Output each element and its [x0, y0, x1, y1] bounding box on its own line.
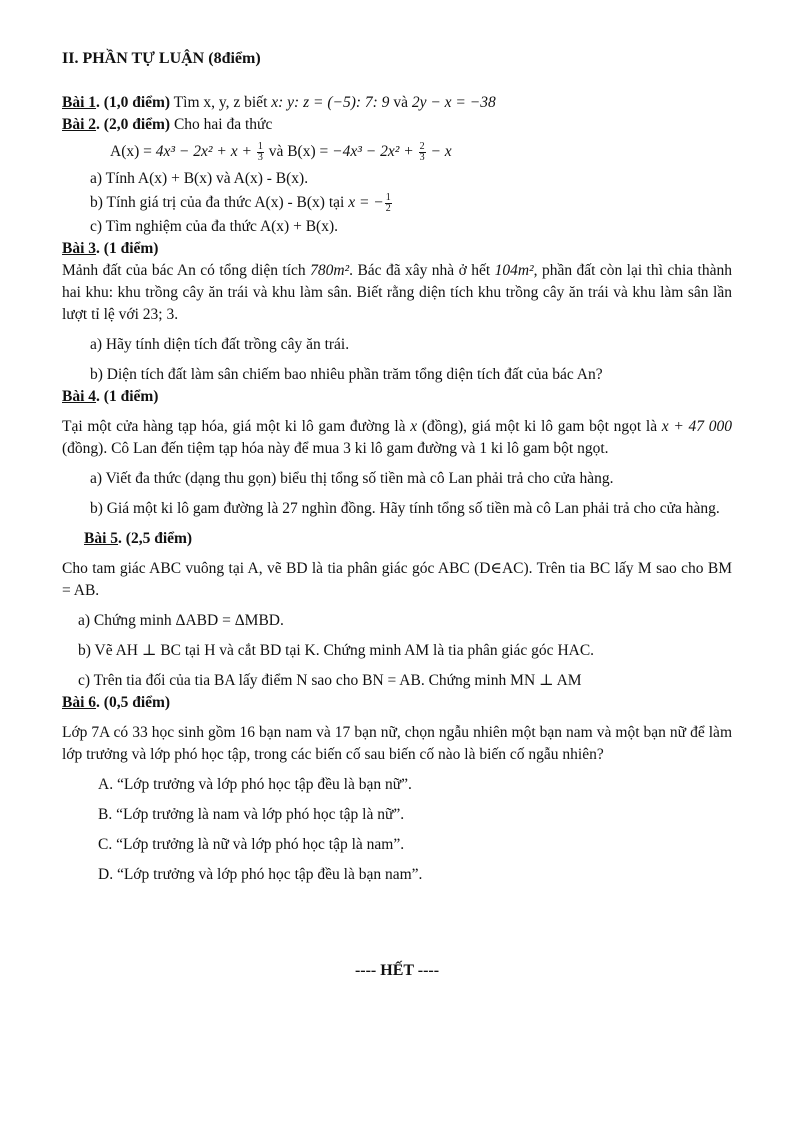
problem-2b [62, 190, 732, 216]
problem-4-statement: Tại một cửa hàng tạp hóa, giá một ki lô gam đường là x (đồng), giá một ki lô gam bột ngọt là x + 47 000 (đồng). Cô Lan đến tiệm tạp hóa này để mua 3 ki lô gam đường và 1 ki lô gam bột ngọt. [62, 418, 732, 457]
problem-4b: b) Giá một ki lô gam đường là 27 nghìn đồng. Hãy tính tổng số tiền mà cô Lan phải trả cho cửa hàng. [90, 500, 720, 517]
problem-1-points: . (1,0 điểm) [96, 94, 171, 111]
problem-1-text: Tìm x, y, z biết [170, 94, 272, 111]
problem-3-statement: Mảnh đất của bác An có tổng diện tích 780m². Bác đã xây nhà ở hết 104m², phần đất còn lại thì chia thành hai khu: khu trồng cây ăn trái và khu làm sân. Biết rằng diện tích khu trồng cây ăn trái và khu làm sân lần lượt tỉ lệ với 23; 3. [62, 262, 732, 323]
problem-2a: a) Tính A(x) + B(x) và A(x) - B(x). [90, 170, 309, 187]
choice-a: A. “Lớp trưởng và lớp phó học tập đều là bạn nữ”. [98, 776, 412, 793]
problem-3a: a) Hãy tính diện tích đất trồng cây ăn trái. [90, 336, 350, 353]
problem-5-label: Bài 5 [84, 530, 119, 547]
problem-6 [62, 692, 732, 714]
section-title: II. PHẦN TỰ LUẬN (8điểm) [62, 50, 261, 67]
choice-c: C. “Lớp trưởng là nữ và lớp phó học tập là nam”. [98, 836, 405, 853]
problem-5-points: . (2,5 điểm) [118, 530, 193, 547]
poly-b-lhs: B(x) = [287, 143, 333, 160]
problem-5b: b) Vẽ AH ⊥ BC tại H và cắt BD tại K. Chứng minh AM là tia phân giác góc HAC. [78, 642, 595, 659]
problem-2b-x: x = − [348, 194, 384, 211]
problem-5c: c) Trên tia đối của tia BA lấy điểm N sao cho BN = AB. Chứng minh MN ⊥ AM [78, 672, 582, 689]
problem-3b: b) Diện tích đất làm sân chiếm bao nhiêu phần trăm tổng diện tích đất của bác An? [90, 366, 603, 383]
problem-1 [62, 92, 732, 114]
problem-4a: a) Viết đa thức (dạng thu gọn) biểu thị tổng số tiền mà cô Lan phải trả cho cửa hàng. [90, 470, 614, 487]
problem-2-text: Cho hai đa thức [170, 116, 273, 133]
problem-1-expr2: 2y − x = −38 [411, 94, 496, 111]
fraction-two-thirds: $\frac{2}{3}$ [419, 140, 425, 163]
polynomials [62, 136, 732, 168]
problem-2 [62, 114, 732, 136]
problem-2-label: Bài 2 [62, 116, 97, 133]
area-house: 104m² [494, 262, 534, 279]
problem-1-label: Bài 1 [62, 94, 97, 111]
problem-4-label: Bài 4 [62, 388, 97, 405]
exam-page [62, 48, 732, 886]
problem-1-expr1: x: y: z = (−5): 7: 9 [271, 94, 390, 111]
problem-2c: c) Tìm nghiệm của đa thức A(x) + B(x). [90, 218, 338, 235]
choice-b: B. “Lớp trưởng là nam và lớp phó học tập là nữ”. [98, 806, 405, 823]
poly-and: và [264, 143, 288, 160]
problem-3-points: . (1 điểm) [96, 240, 159, 257]
problem-2-points: . (2,0 điểm) [96, 116, 171, 133]
problem-5 [62, 528, 732, 550]
poly-a-terms: 4x³ − 2x² + x + [155, 143, 256, 160]
problem-6-points: . (0,5 điểm) [96, 694, 171, 711]
problem-6-label: Bài 6 [62, 694, 97, 711]
poly-b-terms: −4x³ − 2x² + [332, 143, 418, 160]
problem-4-points: . (1 điểm) [96, 388, 159, 405]
poly-b-tail: − x [426, 143, 452, 160]
choice-d: D. “Lớp trưởng và lớp phó học tập đều là bạn nam”. [98, 866, 423, 883]
problem-6-statement: Lớp 7A có 33 học sinh gồm 16 bạn nam và 17 bạn nữ, chọn ngẫu nhiên một bạn nam và một bạn nữ để làm lớp trưởng và lớp phó học tập, trong các biến cố sau biến cố nào là biến cố ngẫu nhiên? [62, 724, 732, 763]
problem-1-conj: và [389, 94, 412, 111]
problem-5a: a) Chứng minh ΔABD = ΔMBD. [78, 612, 284, 629]
problem-4 [62, 386, 732, 408]
poly-a-lhs: A(x) = [110, 143, 156, 160]
problem-5-statement: Cho tam giác ABC vuông tại A, vẽ BD là tia phân giác góc ABC (D∈AC). Trên tia BC lấy M sao cho BM = AB. [62, 560, 732, 599]
fraction-one-third: $\frac{1}{3}$ [257, 140, 263, 163]
area-total: 780m² [310, 262, 350, 279]
fraction-one-half: $\frac{1}{2}$ [385, 191, 391, 214]
end-marker: ---- HẾT ---- [354, 962, 440, 979]
problem-3 [62, 238, 732, 260]
problem-3-label: Bài 3 [62, 240, 97, 257]
problem-2b-text: b) Tính giá trị của đa thức A(x) - B(x) tại [90, 194, 349, 211]
